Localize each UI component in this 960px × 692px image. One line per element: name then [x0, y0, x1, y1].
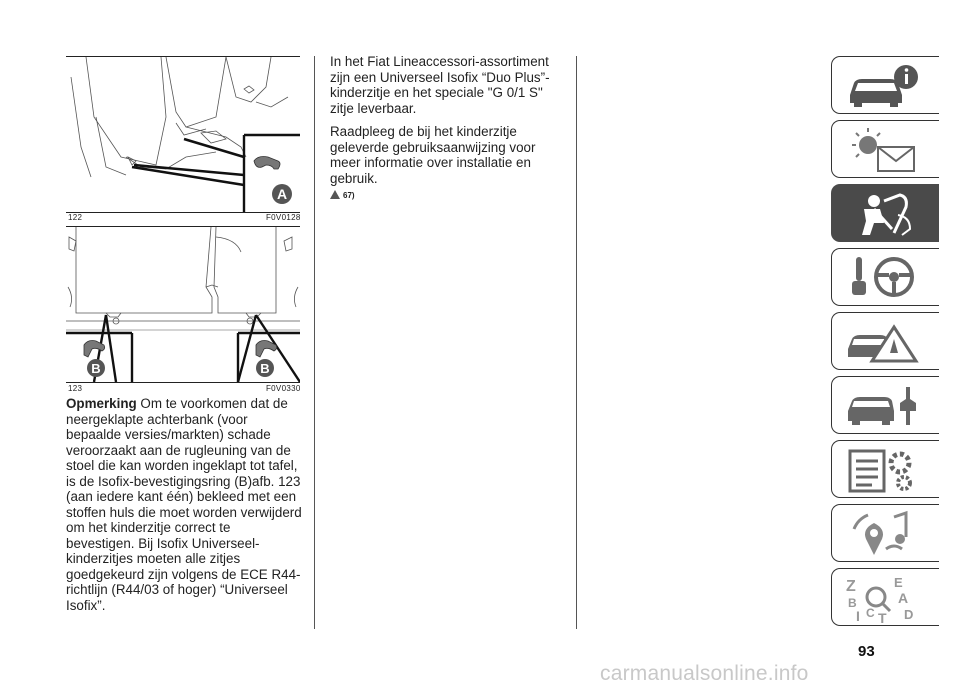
tab-multimedia[interactable]	[831, 504, 939, 562]
car-accident-icon	[844, 317, 924, 367]
figure-123-code: F0V0330	[266, 384, 301, 393]
svg-text:T: T	[878, 610, 887, 623]
svg-text:B: B	[848, 596, 857, 610]
warning-reference[interactable]	[330, 190, 355, 200]
technical-data-icon	[844, 445, 924, 495]
figure-122-isofix-anchor-a	[66, 56, 300, 213]
note-heading: Opmerking	[66, 396, 137, 411]
figure-123-illustration	[66, 227, 300, 382]
page-number: 93	[858, 643, 875, 660]
figure-122-illustration	[66, 57, 300, 212]
alphabetical-index-icon	[844, 573, 924, 623]
instructions-paragraph: Raadpleeg de bij het kinderzitje geleverde gebruiksaanwijzing voor meer informatie over installatie en gebruik.	[330, 124, 536, 186]
callout-b-right-label: B	[260, 361, 270, 376]
car-maintenance-icon	[844, 381, 924, 431]
svg-text:Z: Z	[846, 578, 856, 595]
figure-122-code: F0V0128	[266, 213, 301, 222]
tab-maintenance[interactable]	[831, 376, 939, 434]
svg-text:I: I	[856, 608, 860, 623]
tab-technical-data[interactable]	[831, 440, 939, 498]
tab-index[interactable]	[831, 568, 939, 626]
warning-triangle-icon	[330, 190, 340, 199]
column-divider-left	[314, 56, 315, 629]
multimedia-icon	[844, 509, 924, 559]
svg-text:C: C	[866, 606, 875, 620]
tab-safety[interactable]	[831, 184, 939, 242]
tab-car-info[interactable]	[831, 56, 939, 114]
figure-123-number: 123	[68, 384, 83, 393]
column-divider-right	[576, 56, 577, 629]
tab-starting-driving[interactable]	[831, 248, 939, 306]
svg-text:E: E	[894, 575, 903, 590]
warning-lights-message-icon	[844, 125, 924, 175]
warning-reference-number: 67)	[343, 191, 355, 200]
note-text: Om te voorkomen dat de neergeklapte achterbank (voor bepaalde versies/markten) schade veroorzaakt aan de rugleuning van de stoel die kan worden ingeklapt tot tafel, is de Isofix-bevestigingsring (B)afb. 123 (aan iedere kant één) bekleed met een stoffen huls die moet worden verwijderd om het kinderzitje correct te bevestigen. Bij Isofix Universeel-kinderzitjes moeten alle zitjes goedgekeurd zijn volgens de ECE R44-richtlijn (R44/03 of hoger) “Universeel Isofix”.	[66, 396, 302, 613]
accessory-paragraph: In het Fiat Lineaccessori-assortiment zijn een Universeel Isofix “Duo Plus”-kinderzitje en het speciale "G 0/1 S" zitje leverbaar.	[330, 54, 550, 116]
figure-123-isofix-anchors-b	[66, 226, 300, 383]
car-info-icon	[844, 61, 924, 111]
watermark: carmanualsonline.info	[600, 662, 809, 685]
tab-warning-lights[interactable]	[831, 120, 939, 178]
key-steering-wheel-icon	[844, 253, 924, 303]
callout-b-left-label: B	[91, 361, 101, 376]
callout-a-label: A	[276, 186, 288, 202]
figure-122-number: 122	[68, 213, 83, 222]
airbag-seatbelt-icon	[844, 189, 924, 239]
tab-emergency[interactable]	[831, 312, 939, 370]
note-paragraph	[66, 396, 302, 613]
svg-text:A: A	[898, 590, 909, 606]
svg-text:D: D	[904, 607, 914, 622]
